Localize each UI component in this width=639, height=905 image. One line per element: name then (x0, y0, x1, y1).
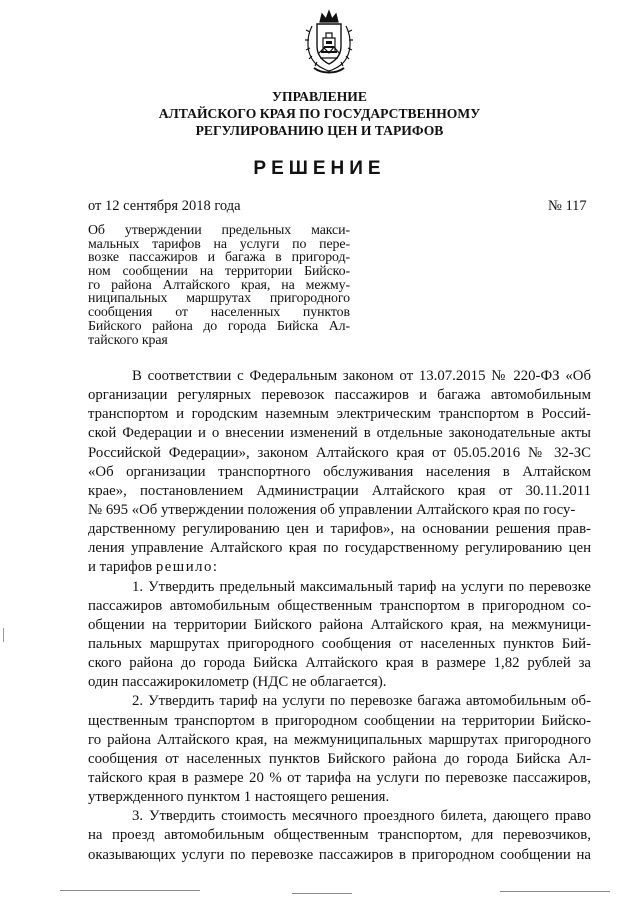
subject-line: мальных тарифов на услуги по пере- (88, 236, 350, 252)
body-line: организации регулярных перевозок пассажиров и багажа автомобильным (88, 387, 591, 404)
body-line: оказывающих услуги по перевозке пассажиров в пригородном сообщении на (88, 846, 591, 863)
document-number: № 117 (548, 198, 587, 214)
body-line: щественным транспортом в пригородном сообщении на территории Бийско- (88, 712, 591, 729)
scan-line-right (500, 891, 610, 892)
body-line: один пассажирокилометр (НДС не облагается). (88, 674, 387, 691)
document-date: от 12 сентября 2018 года (88, 198, 241, 214)
body-line: № 695 «Об утверждении положения об управлении Алтайского края по госу- (88, 501, 576, 518)
body-line: ления управление Алтайского края по государственному регулированию цен (88, 540, 591, 557)
body-line: транспортом и городским наземным электрическим транспортом в Россий- (88, 406, 591, 423)
body-line-resolution (88, 558, 591, 577)
scan-mark (3, 628, 4, 642)
subject-line: Бийского района до города Бийска Ал- (88, 318, 350, 334)
subject-line: возке пассажиров и багажа в пригород- (88, 250, 350, 266)
body-line: Российской Федерации», законом Алтайского края от 05.05.2016 № 32-ЗС (88, 444, 591, 461)
body-line: пальных маршрутах пригородного сообщения от населенных пунктов Бий- (88, 635, 591, 652)
organization-heading (0, 88, 639, 139)
body-line: крае», постановлением Администрации Алтайского края от 30.11.2011 (88, 482, 591, 499)
subject-line: Об утверждении предельных макси- (88, 223, 350, 238)
body-line: утвержденного пунктом 1 настоящего решения. (88, 789, 390, 806)
resolution-word: решило (155, 559, 213, 576)
resolution-lead: и тарифов (88, 559, 153, 576)
body-text (88, 367, 591, 865)
body-line: 3. Утвердить стоимость месячного проездного билета, дающего право (132, 808, 591, 825)
org-line-3: РЕГУЛИРОВАНИЮ ЦЕН И ТАРИФОВ (195, 123, 444, 138)
body-line: общении на территории Бийского района Алтайского края, на межмуници- (88, 616, 591, 633)
subject-line: тайского края (88, 332, 168, 348)
body-line: ского района до города Бийска Алтайского края в размере 1,82 рублей за (88, 655, 591, 672)
subject-line: ниципальных маршрутах пригородного (88, 291, 350, 307)
body-line: дарственному регулированию цен и тарифов», на основании решения прав- (88, 521, 591, 538)
org-line-2: АЛТАЙСКОГО КРАЯ ПО ГОСУДАРСТВЕННОМУ (158, 106, 481, 121)
body-line: 2. Утвердить тариф на услуги по перевозке багажа автомобильным об- (132, 693, 591, 710)
body-line: пассажиров автомобильным общественным транспортом в пригородном со- (88, 597, 591, 614)
body-line: 1. Утвердить предельный максимальный тариф на услуги по перевозке (132, 578, 591, 595)
body-line: сообщения от населенных пунктов Бийского района до города Бийска Ал- (88, 750, 591, 767)
body-line: на проезд автомобильным общественным транспортом, для перевозчиков, (88, 827, 591, 844)
org-line-1: УПРАВЛЕНИЕ (272, 89, 367, 104)
subject-line: сообщения от населенных пунктов (88, 305, 350, 321)
body-line: «Об организации транспортного обслуживания населения в Алтайском (88, 463, 591, 480)
scan-line-left (60, 890, 200, 891)
subject-block (88, 224, 350, 347)
document-type-title: РЕШЕНИЕ (253, 158, 386, 179)
resolution-colon: : (212, 559, 218, 576)
coat-of-arms-icon (302, 8, 356, 78)
subject-line: го района Алтайского края, на межму- (88, 277, 350, 293)
body-line: го района Алтайского края, на межмуниципальных маршрутах пригородного (88, 731, 591, 748)
body-line: В соответствии с Федеральным законом от 13.07.2015 № 220-ФЗ «Об (132, 368, 591, 384)
subject-line: ном сообщении на территории Бийско- (88, 264, 350, 280)
body-line: тайского края в размере 20 % от тарифа на услуги по перевозке пассажиров, (88, 769, 591, 786)
scan-line-middle (292, 893, 352, 894)
body-line: ской Федерации и о внесении изменений в отдельные законодательные акты (88, 425, 591, 442)
